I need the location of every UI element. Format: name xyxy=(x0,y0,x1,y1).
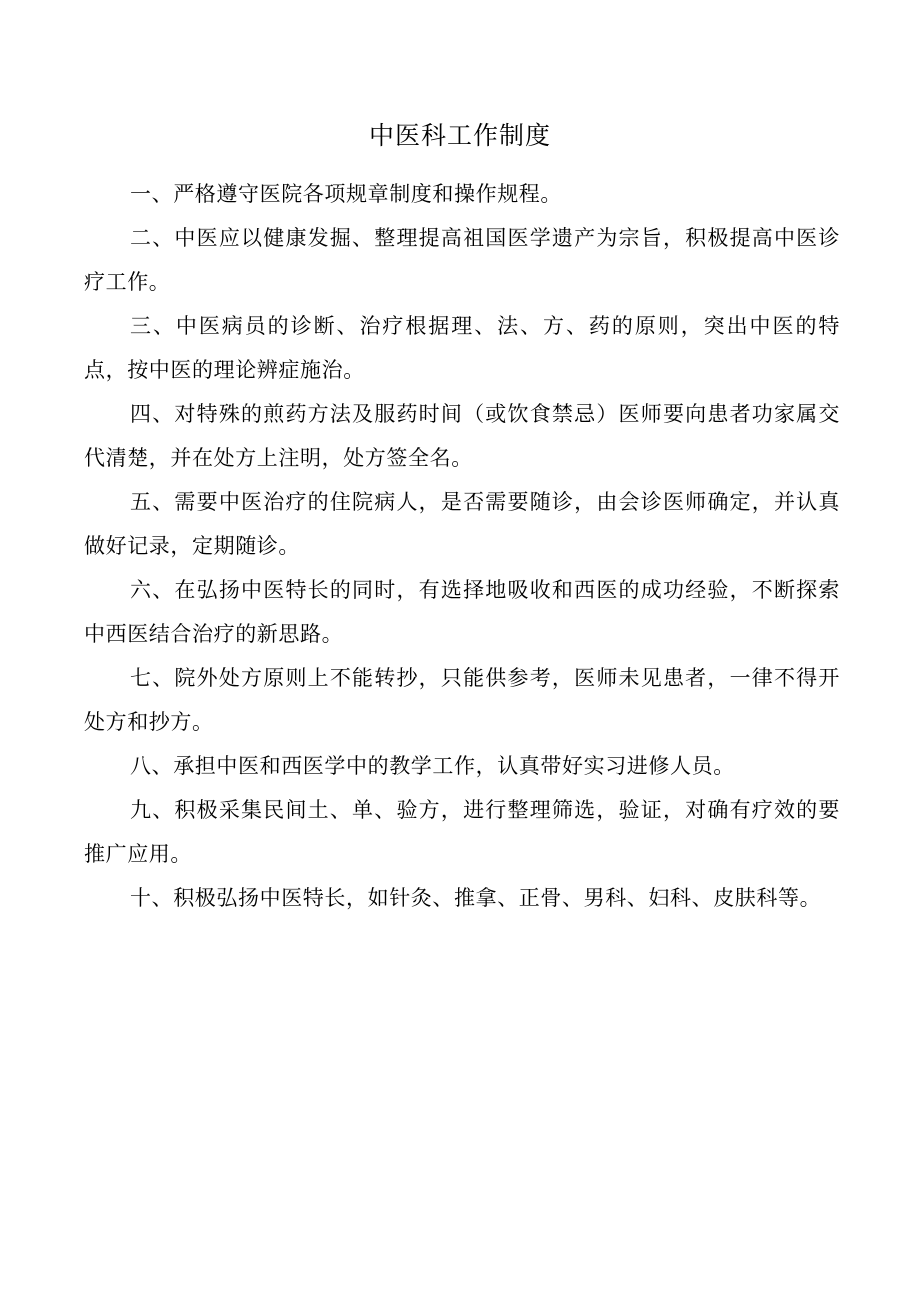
document-title: 中医科工作制度 xyxy=(368,121,551,150)
rule-item-5: 五、需要中医治疗的住院病人，是否需要随诊，由会诊医师确定，并认真做好记录，定期随诊。 xyxy=(84,490,840,558)
rules-list xyxy=(84,172,840,920)
rule-item-9: 九、积极采集民间土、单、验方，进行整理筛选，验证，对确有疗效的要推广应用。 xyxy=(84,798,840,866)
rule-item-4: 四、对特殊的煎药方法及服药时间（或饮食禁忌）医师要向患者功家属交代清楚，并在处方上注明，处方签全名。 xyxy=(84,402,840,470)
rule-item-3: 三、中医病员的诊断、治疗根据理、法、方、药的原则，突出中医的特点，按中医的理论辨症施治。 xyxy=(84,314,840,382)
rule-item-10: 十、积极弘扬中医特长，如针灸、推拿、正骨、男科、妇科、皮肤科等。 xyxy=(130,886,822,910)
rule-item-8: 八、承担中医和西医学中的教学工作，认真带好实习进修人员。 xyxy=(130,754,735,778)
rule-item-1: 一、严格遵守医院各项规章制度和操作规程。 xyxy=(130,182,562,206)
rule-item-7: 七、院外处方原则上不能转抄，只能供参考，医师未见患者，一律不得开处方和抄方。 xyxy=(84,666,840,734)
rule-item-2: 二、中医应以健康发掘、整理提高祖国医学遗产为宗旨，积极提高中医诊疗工作。 xyxy=(84,226,840,294)
rule-item-6: 六、在弘扬中医特长的同时，有选择地吸收和西医的成功经验，不断探索中西医结合治疗的新思路。 xyxy=(84,578,840,646)
